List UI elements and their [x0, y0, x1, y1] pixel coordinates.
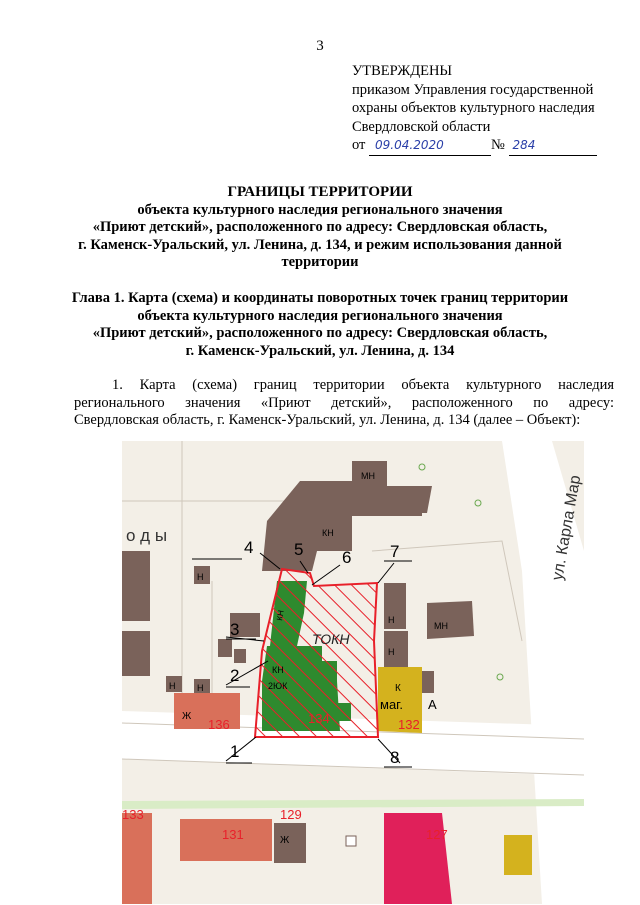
title-line-2: «Приют детский», расположенного по адресу: Свердловская область,	[92, 219, 548, 235]
house-number-133: 133	[122, 807, 144, 822]
point-label-7: 7	[390, 542, 400, 561]
point-label-1: 1	[230, 742, 240, 761]
building-right-small	[422, 671, 434, 693]
title-line-3: г. Каменск-Уральский, ул. Ленина, д. 134, и режим использования данной	[78, 236, 562, 253]
handwritten-number: 284	[512, 138, 536, 152]
map-svg	[122, 441, 584, 904]
label-shop-k: К	[395, 683, 401, 694]
point-label-5: 5	[294, 540, 304, 559]
approval-date-line	[352, 136, 632, 156]
label-kn-top: КН	[322, 528, 334, 538]
building-133	[122, 813, 152, 904]
chapter-line-3: «Приют детский», расположенного по адресу: Свердловская область,	[92, 325, 548, 341]
house-number-132: 132	[398, 717, 420, 732]
paragraph-1	[74, 377, 614, 430]
title-line-4: территории	[281, 254, 359, 270]
building-left-2	[122, 631, 150, 676]
label-kn-green-main: КН	[272, 665, 284, 675]
point-label-3: 3	[230, 620, 240, 639]
house-number-131: 131	[222, 827, 244, 842]
approval-line-2: охраны объектов культурного наследия	[352, 100, 595, 116]
point-label-4: 4	[244, 538, 254, 557]
title-main: ГРАНИЦЫ ТЕРРИТОРИИ	[227, 184, 413, 200]
label-n-right-2: Н	[388, 647, 395, 657]
label-n-left-3: Н	[197, 683, 204, 693]
approval-line-3: Свердловской области	[352, 118, 491, 135]
label-n-left-2: Н	[169, 681, 176, 691]
chapter-line-1: Глава 1. Карта (схема) и координаты поворотных точек границ территории	[71, 290, 569, 306]
street-label-left: о д ы	[126, 526, 168, 545]
point-label-8: 8	[390, 748, 400, 767]
label-mn-top: МН	[361, 471, 375, 481]
chapter-line-4: г. Каменск-Уральский, ул. Ленина, д. 134	[185, 342, 455, 359]
handwritten-date: 09.04.2020	[375, 138, 444, 152]
document-title	[60, 184, 580, 272]
building-mn-right	[427, 601, 474, 639]
approval-line-1: приказом Управления государственной	[352, 81, 594, 98]
paragraph-line-3: Свердловская область, г. Каменск-Уральский, ул. Ленина, д. 134 (далее – Объект):	[74, 412, 581, 428]
point-label-6: 6	[342, 548, 352, 567]
building-yellow-bottom	[504, 835, 532, 875]
paragraph-line-2: регионального значения «Приют детский», расположенного по адресу:	[74, 394, 614, 411]
label-shop-name: маг.	[380, 697, 403, 712]
from-label: от	[352, 137, 366, 153]
title-line-1: объекта культурного наследия регионального значения	[137, 201, 503, 218]
label-n-left: Н	[197, 572, 204, 582]
building-left-1	[122, 551, 150, 621]
label-n-right-1: Н	[388, 615, 395, 625]
house-number-134: 134	[308, 711, 330, 726]
label-2yuk: 2ЮК	[268, 681, 288, 691]
label-zh-bottom: Ж	[280, 835, 290, 846]
street-label-karla-marksa: ул. Карла Мар	[549, 473, 584, 582]
chapter-line-2: объекта культурного наследия регионального значения	[137, 307, 503, 324]
building-left-4	[218, 639, 232, 657]
approval-heading: УТВЕРЖДЕНЫ	[352, 63, 453, 79]
label-kn-green-small: КН	[275, 609, 286, 622]
paragraph-line-1: 1. Карта (схема) границ территории объекта культурного наследия	[112, 377, 614, 393]
territory-map	[122, 441, 584, 904]
approval-block	[352, 62, 632, 156]
building-kn-top-2	[354, 486, 432, 513]
label-zh-left: Ж	[182, 711, 192, 722]
house-number-129: 129	[280, 807, 302, 822]
chapter-heading	[60, 290, 580, 360]
page-number: 3	[316, 38, 324, 54]
building-bottom-brown	[274, 823, 306, 863]
label-mn-right: МН	[434, 621, 448, 631]
house-number-136: 136	[208, 717, 230, 732]
number-label: №	[491, 137, 505, 153]
zone-label-tokn: ТОКН	[312, 631, 350, 647]
label-a: А	[428, 697, 437, 712]
house-number-127: 127	[426, 827, 448, 842]
building-left-5	[234, 649, 246, 663]
point-label-2: 2	[230, 666, 240, 685]
